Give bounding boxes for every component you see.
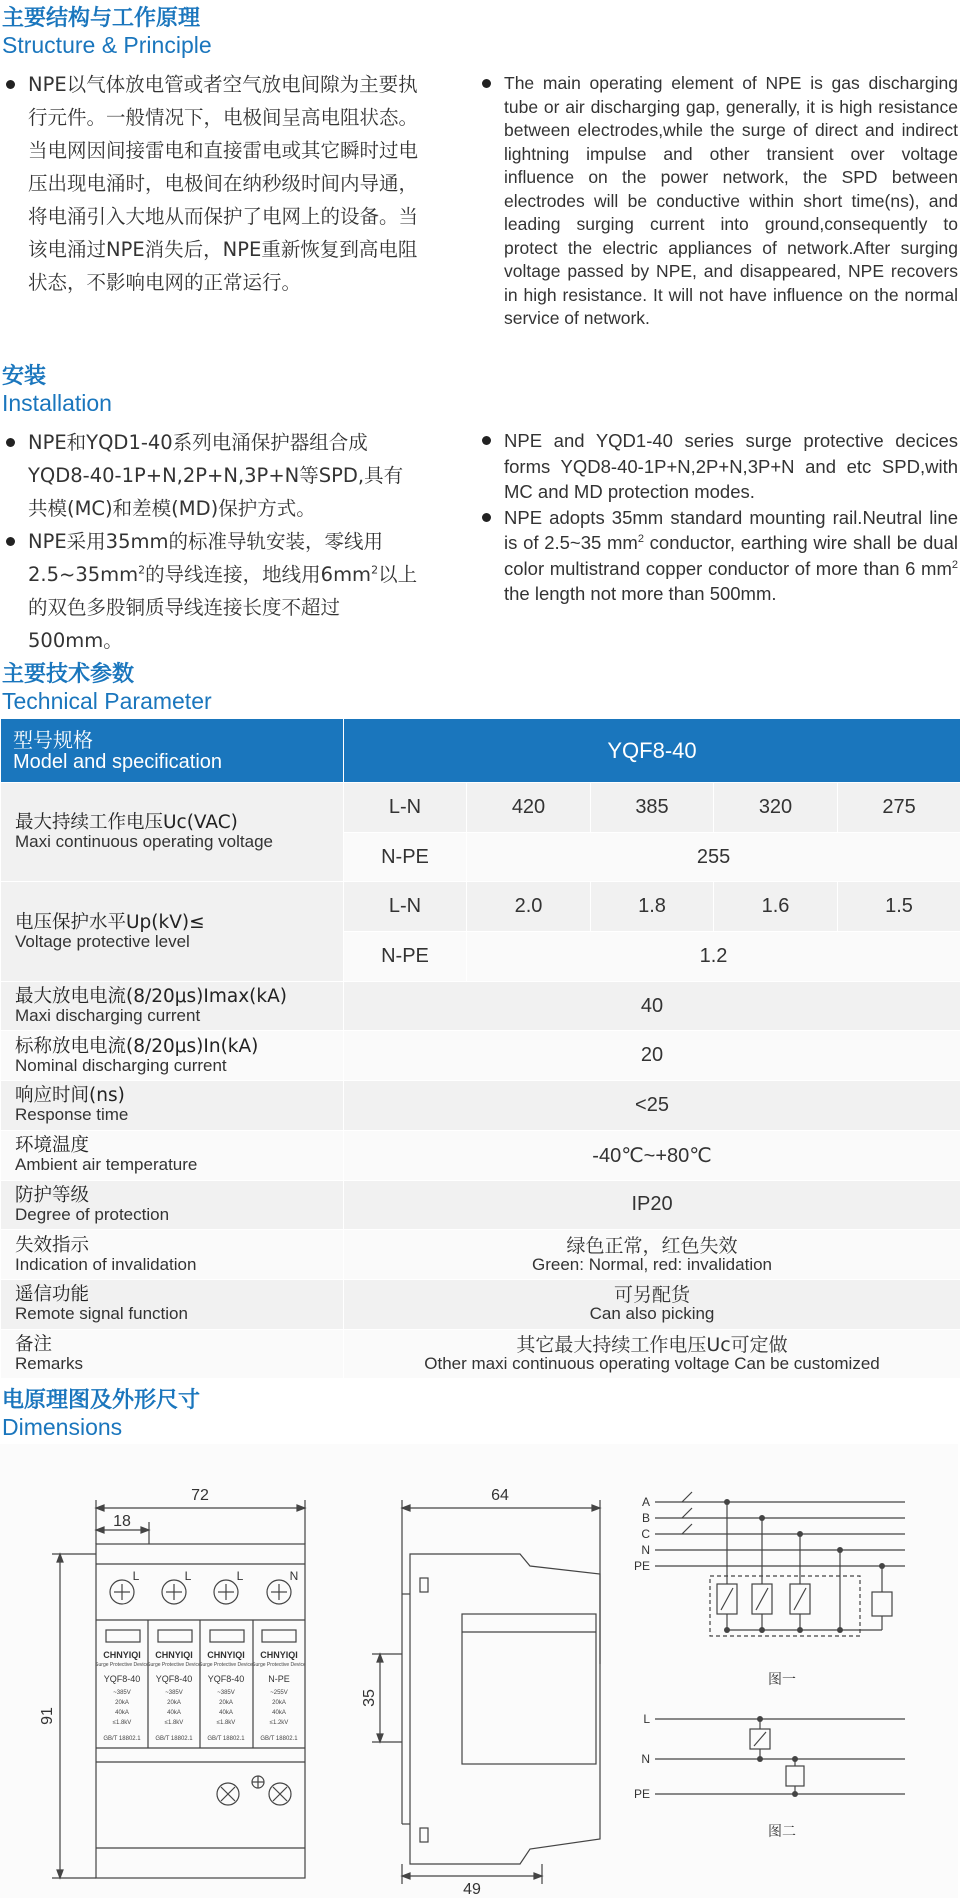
structure-title-en: Structure & Principle xyxy=(2,32,212,58)
module-standard: GB/T 18802.1 xyxy=(260,1736,298,1742)
line-label: N xyxy=(641,1543,650,1557)
table-row xyxy=(1,1130,960,1180)
structure-section-title xyxy=(2,6,212,58)
param-value: 2.0 xyxy=(467,882,591,932)
tech-section-title xyxy=(2,662,212,714)
param-value: 1.8 xyxy=(591,882,714,932)
svg-text:~255V: ~255V xyxy=(270,1690,288,1696)
dimensions-panel xyxy=(0,1444,958,1898)
figure-2-schematic xyxy=(655,1719,905,1794)
front-view-drawing xyxy=(52,1500,305,1878)
module-type: Surge Protective Device xyxy=(147,1662,201,1668)
param-value: 255 xyxy=(467,832,960,882)
table-row xyxy=(1,1329,960,1379)
param-value: 1.2 xyxy=(467,932,960,982)
param-sub-label: N-PE xyxy=(344,832,467,882)
svg-text:20kA: 20kA xyxy=(115,1700,129,1706)
spec-table xyxy=(0,718,960,1379)
module-standard: GB/T 18802.1 xyxy=(207,1736,245,1742)
spec-header-model: YQF8-40 xyxy=(344,719,960,783)
param-label: 防护等级 Degree of protection xyxy=(1,1180,344,1230)
param-label: 电压保护水平Up(kV)≤ Voltage protective level xyxy=(1,882,344,981)
installation-title-cn: 安装 xyxy=(2,364,47,389)
table-row xyxy=(1,1031,960,1081)
module-brand: CHNYIQI xyxy=(155,1650,193,1660)
param-value: <25 xyxy=(344,1081,960,1131)
module-type: Surge Protective Device xyxy=(95,1662,149,1668)
module-model: YQF8-40 xyxy=(207,1674,245,1684)
svg-text:40kA: 40kA xyxy=(167,1710,181,1716)
figure-1-caption: 图一 xyxy=(768,1671,796,1687)
installation-en-item-2: NPE adopts 35mm standard mounting rail.Neutral line is of 2.5~35 $mm^2$ conductor, earthing wire shall be dual color multistrand copper conductor of more than 6 $mm^2$ the length not more than 500mm. xyxy=(478,505,958,607)
svg-text:20kA: 20kA xyxy=(272,1700,286,1706)
table-row xyxy=(1,1279,960,1329)
svg-text:≤1.2kV: ≤1.2kV xyxy=(269,1720,289,1726)
module-standard: GB/T 18802.1 xyxy=(103,1736,141,1742)
param-label: 最大持续工作电压Uc(VAC) Maxi continuous operating voltage xyxy=(1,783,344,882)
svg-text:~385V: ~385V xyxy=(113,1690,131,1696)
svg-text:≤1.8kV: ≤1.8kV xyxy=(112,1720,132,1726)
param-value: 40 xyxy=(344,981,960,1031)
table-row xyxy=(1,1081,960,1131)
param-sub-label: N-PE xyxy=(344,932,467,982)
table-row xyxy=(1,783,960,833)
param-value: 1.6 xyxy=(714,882,838,932)
param-value: 1.5 xyxy=(838,882,960,932)
module-brand: CHNYIQI xyxy=(207,1650,245,1660)
side-view-drawing xyxy=(372,1500,600,1884)
side-width-label: 64 xyxy=(491,1487,509,1504)
param-label: 备注 Remarks xyxy=(1,1329,344,1379)
param-value: 绿色正常，红色失效 Green: Normal, red: invalidation xyxy=(344,1230,960,1280)
param-label: 遥信功能 Remote signal function xyxy=(1,1279,344,1329)
spec-header-label: 型号规格 Model and specification xyxy=(1,719,344,783)
svg-text:~385V: ~385V xyxy=(217,1690,235,1696)
table-row xyxy=(1,882,960,932)
param-value: 275 xyxy=(838,783,960,833)
module-model: YQF8-40 xyxy=(103,1674,141,1684)
param-value: 其它最大持续工作电压Uc可定做 Other maxi continuous operating voltage Can be customized xyxy=(344,1329,960,1379)
module-model: YQF8-40 xyxy=(155,1674,193,1684)
svg-text:≤1.8kV: ≤1.8kV xyxy=(164,1720,184,1726)
module-type: Surge Protective Device xyxy=(199,1662,253,1668)
installation-section-title xyxy=(2,364,112,416)
table-row xyxy=(1,1230,960,1280)
param-sub-label: L-N xyxy=(344,783,467,833)
installation-cn-item-2: NPE采用35mm的标准导轨安装，零线用$2.5\sim 35mm^2$的导线连接，地线用$6mm^2$以上的双色多股铜质导线连接长度不超过500mm。 xyxy=(2,525,420,657)
side-rail-label: 35 xyxy=(361,1689,378,1707)
dimensions-drawing xyxy=(0,1444,958,1898)
dimensions-title-cn: 电原理图及外形尺寸 xyxy=(2,1388,201,1413)
line-label: L xyxy=(643,1712,650,1726)
module-model: N-PE xyxy=(268,1674,290,1684)
svg-text:40kA: 40kA xyxy=(115,1710,129,1716)
structure-en-list xyxy=(478,72,958,331)
module-type: Surge Protective Device xyxy=(252,1662,306,1668)
figure-1-schematic xyxy=(655,1492,905,1636)
terminal-label: L xyxy=(184,1569,192,1583)
param-sub-label: L-N xyxy=(344,882,467,932)
line-label: N xyxy=(641,1752,650,1766)
svg-text:40kA: 40kA xyxy=(272,1710,286,1716)
param-value: 320 xyxy=(714,783,838,833)
table-row xyxy=(1,1180,960,1230)
param-label: 响应时间(ns) Response time xyxy=(1,1081,344,1131)
structure-cn-paragraph: NPE以气体放电管或者空气放电间隙为主要执行元件。一般情况下，电极间呈高电阻状态。当电网因间接雷电和直接雷电或其它瞬时过电压出现电涌时，电极间在纳秒级时间内导通，将电涌引入大地从而保护了电网上的设备。当该电涌过NPE消失后，NPE重新恢复到高电阻状态，不影响电网的正常运行。 xyxy=(2,68,420,299)
front-pole-width-label: 18 xyxy=(113,1513,131,1530)
module-brand: CHNYIQI xyxy=(103,1650,141,1660)
param-label: 最大放电电流(8/20μs)Imax(kA) Maxi discharging current xyxy=(1,981,344,1031)
installation-cn-list xyxy=(2,426,420,657)
tech-title-en: Technical Parameter xyxy=(2,688,212,714)
line-label: PE xyxy=(633,1559,650,1573)
table-row xyxy=(1,981,960,1031)
figure-2-caption: 图二 xyxy=(768,1823,796,1839)
terminal-label: L xyxy=(132,1569,140,1583)
param-value: -40℃~+80℃ xyxy=(344,1130,960,1180)
side-base-label: 49 xyxy=(463,1881,481,1898)
param-value: 420 xyxy=(467,783,591,833)
installation-en-item-1: NPE and YQD1-40 series surge protective decices forms YQD8-40-1P+N,2P+N,3P+N and etc SPD,with MC and MD protection modes. xyxy=(478,428,958,505)
param-label: 失效指示 Indication of invalidation xyxy=(1,1230,344,1280)
svg-text:~385V: ~385V xyxy=(165,1690,183,1696)
line-label: A xyxy=(641,1495,650,1509)
line-label: PE xyxy=(633,1787,650,1801)
structure-title-cn: 主要结构与工作原理 xyxy=(2,6,201,31)
param-label: 标称放电电流(8/20μs)In(kA) Nominal discharging current xyxy=(1,1031,344,1081)
module-standard: GB/T 18802.1 xyxy=(155,1736,193,1742)
terminal-label: L xyxy=(236,1569,244,1583)
line-label: C xyxy=(641,1527,650,1541)
structure-cn-list xyxy=(2,68,420,299)
line-label: B xyxy=(641,1511,650,1525)
param-value: 20 xyxy=(344,1031,960,1081)
param-value: 可另配货 Can also picking xyxy=(344,1279,960,1329)
front-width-label: 72 xyxy=(191,1487,209,1504)
svg-text:≤1.8kV: ≤1.8kV xyxy=(216,1720,236,1726)
svg-text:40kA: 40kA xyxy=(219,1710,233,1716)
installation-title-en: Installation xyxy=(2,390,112,416)
tech-title-cn: 主要技术参数 xyxy=(2,662,135,687)
param-value: 385 xyxy=(591,783,714,833)
terminal-label: N xyxy=(289,1569,299,1583)
param-value: IP20 xyxy=(344,1180,960,1230)
param-label: 环境温度 Ambient air temperature xyxy=(1,1130,344,1180)
spec-header-row xyxy=(1,719,960,783)
svg-text:20kA: 20kA xyxy=(167,1700,181,1706)
front-height-label: 91 xyxy=(39,1707,56,1725)
installation-cn-item-1: NPE和YQD1-40系列电涌保护器组合成YQD8-40-1P+N,2P+N,3P+N等SPD,具有共模(MC)和差模(MD)保护方式。 xyxy=(2,426,420,525)
module-brand: CHNYIQI xyxy=(260,1650,298,1660)
svg-text:20kA: 20kA xyxy=(219,1700,233,1706)
dimensions-title-en: Dimensions xyxy=(2,1414,123,1440)
installation-en-list xyxy=(478,428,958,607)
structure-en-paragraph: The main operating element of NPE is gas discharging tube or air discharging gap, generally, it is high resistance between electrodes,while the surge of direct and indirect lightning impulse and other transient over voltage influence on the power network, the SPD between electrodes will be conductive within short time(ns), and leading surging current into ground,consequently to protect the electric appliances of network.After surging voltage passed by NPE, and disappeared, NPE recovers in high resistance. It will not have influence on the normal service of network. xyxy=(478,72,958,331)
dimensions-section-title xyxy=(2,1388,200,1440)
